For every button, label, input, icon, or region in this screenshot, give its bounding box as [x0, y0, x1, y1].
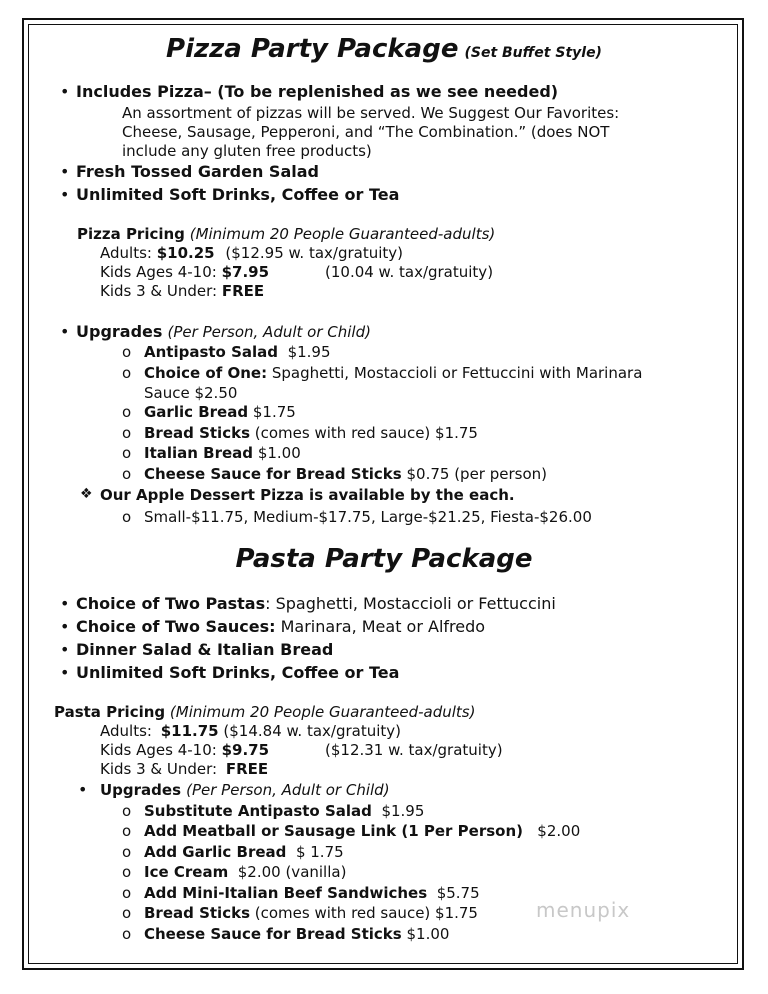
circle-bullet-icon: o: [122, 424, 132, 442]
pizza-subtitle: (Set Buffet Style): [464, 45, 602, 61]
upgrade-price: $2.00: [537, 822, 581, 840]
pasta-item-name: Unlimited Soft Drinks, Coffee or Tea: [76, 663, 400, 682]
upgrade-detail: (comes with red sauce) $1.75: [254, 424, 478, 442]
bullet-icon: •: [78, 780, 88, 799]
upgrade-price: $1.95: [381, 802, 425, 820]
circle-bullet-icon: o: [122, 444, 132, 462]
pizza-upgrade-detail-cont: Sauce $2.50: [144, 384, 238, 402]
upgrade-name: Cheese Sauce for Bread Sticks: [144, 465, 402, 483]
upgrade-price: $1.00: [406, 925, 450, 943]
pasta-pricing-heading: [54, 703, 475, 721]
bullet-icon: •: [60, 322, 70, 341]
circle-bullet-icon: o: [122, 403, 132, 421]
bullet-icon: •: [60, 663, 70, 682]
price-tax: ($12.95 w. tax/gratuity): [225, 244, 403, 262]
price-tax: ($12.31 w. tax/gratuity): [325, 741, 503, 759]
price-value: $10.25: [156, 244, 215, 262]
upgrade-detail: Spaghetti, Mostaccioli or Fettuccini with Marinara: [271, 364, 643, 382]
price-label: Kids 3 & Under:: [100, 282, 218, 300]
pasta-item-name: Choice of Two Sauces:: [76, 617, 276, 636]
circle-bullet-icon: o: [122, 508, 132, 526]
upgrade-detail: $0.75 (per person): [406, 465, 547, 483]
pasta-price-under: [100, 760, 268, 778]
upgrade-name: Garlic Bread: [144, 403, 249, 421]
upgrade-price: $1.95: [287, 343, 331, 361]
upgrade-name: Italian Bread: [144, 444, 254, 462]
circle-bullet-icon: o: [122, 802, 132, 820]
upgrade-name: Cheese Sauce for Bread Sticks: [144, 925, 402, 943]
pizza-item-label: Fresh Tossed Garden Salad: [76, 162, 319, 181]
bullet-icon: •: [60, 185, 70, 204]
circle-bullet-icon: o: [122, 843, 132, 861]
price-label: Kids Ages 4-10:: [100, 263, 217, 281]
pasta-pricing-label: Pasta Pricing: [54, 703, 166, 721]
pizza-price-adults: [100, 244, 403, 262]
upgrade-detail: (comes with red sauce) $1.75: [254, 904, 478, 922]
pasta-upgrades-heading: [100, 780, 390, 799]
price-value: $11.75: [160, 722, 219, 740]
pizza-includes-head: Includes Pizza– (To be replenished as we see needed): [76, 82, 559, 101]
circle-bullet-icon: o: [122, 863, 132, 881]
upgrade-detail: $2.00 (vanilla): [237, 863, 347, 881]
upgrade-price: $1.75: [252, 403, 296, 421]
pizza-upgrades-heading: [76, 322, 371, 341]
upgrade-name: Ice Cream: [144, 863, 229, 881]
price-value: $9.75: [221, 741, 270, 759]
bullet-icon: •: [60, 594, 70, 613]
circle-bullet-icon: o: [122, 884, 132, 902]
circle-bullet-icon: o: [122, 465, 132, 483]
upgrades-label: Upgrades: [100, 781, 182, 799]
pizza-title: Pizza Party Package: [166, 34, 459, 64]
pizza-pricing-label: Pizza Pricing: [77, 225, 185, 243]
pasta-item-name: Dinner Salad & Italian Bread: [76, 640, 334, 659]
bullet-icon: •: [60, 617, 70, 636]
upgrade-name: Choice of One:: [144, 364, 268, 382]
pasta-item-detail: : Spaghetti, Mostaccioli or Fettuccini: [265, 594, 556, 613]
upgrade-name: Bread Sticks: [144, 424, 250, 442]
pizza-pricing-note: (Minimum 20 People Guaranteed-adults): [189, 225, 496, 243]
pasta-item-detail: Marinara, Meat or Alfredo: [280, 617, 486, 636]
price-label: Adults:: [100, 722, 152, 740]
upgrade-name: Add Meatball or Sausage Link (1 Per Person): [144, 822, 523, 840]
pasta-heading: [0, 544, 768, 574]
price-tax: ($14.84 w. tax/gratuity): [223, 722, 401, 740]
upgrade-price: $1.00: [257, 444, 301, 462]
pizza-price-kids: [100, 263, 494, 281]
pizza-includes-line-1: An assortment of pizzas will be served. We Suggest Our Favorites:: [122, 104, 620, 122]
pizza-heading: [0, 34, 768, 64]
circle-bullet-icon: o: [122, 822, 132, 840]
pasta-title: Pasta Party Package: [235, 544, 533, 574]
upgrade-name: Antipasto Salad: [144, 343, 279, 361]
price-label: Kids 3 & Under:: [100, 760, 218, 778]
dessert-sizes-text: Small-$11.75, Medium-$17.75, Large-$21.25, Fiesta-$26.00: [144, 508, 592, 526]
bullet-icon: •: [60, 640, 70, 659]
pizza-price-under: [100, 282, 264, 300]
dessert-head: Our Apple Dessert Pizza is available by the each.: [100, 486, 515, 504]
pasta-price-adults: [100, 722, 401, 740]
pasta-item-name: Choice of Two Pastas: [76, 594, 266, 613]
upgrade-name: Add Mini-Italian Beef Sandwiches: [144, 884, 428, 902]
circle-bullet-icon: o: [122, 925, 132, 943]
price-label: Kids Ages 4-10:: [100, 741, 217, 759]
upgrade-price: $5.75: [436, 884, 480, 902]
circle-bullet-icon: o: [122, 343, 132, 361]
upgrade-price: $ 1.75: [295, 843, 344, 861]
watermark-logo: menupix: [536, 898, 631, 922]
upgrades-note: (Per Person, Adult or Child): [186, 781, 390, 799]
upgrades-label: Upgrades: [76, 322, 163, 341]
circle-bullet-icon: o: [122, 364, 132, 382]
upgrade-name: Add Garlic Bread: [144, 843, 287, 861]
price-value: $7.95: [221, 263, 270, 281]
upgrades-note: (Per Person, Adult or Child): [167, 323, 371, 341]
price-value: FREE: [221, 282, 265, 300]
pizza-includes-line-3: include any gluten free products): [122, 142, 372, 160]
pasta-pricing-note: (Minimum 20 People Guaranteed-adults): [169, 703, 476, 721]
pizza-pricing-heading: [77, 225, 495, 243]
bullet-icon: •: [60, 162, 70, 181]
circle-bullet-icon: o: [122, 904, 132, 922]
price-tax: (10.04 w. tax/gratuity): [325, 263, 494, 281]
diamond-bullet-icon: ❖: [80, 486, 93, 502]
pizza-item-label: Unlimited Soft Drinks, Coffee or Tea: [76, 185, 400, 204]
pasta-price-kids: [100, 741, 503, 759]
price-value: FREE: [225, 760, 269, 778]
price-label: Adults:: [100, 244, 152, 262]
pizza-includes-line-2: Cheese, Sausage, Pepperoni, and “The Combination.” (does NOT: [122, 123, 610, 141]
upgrade-name: Bread Sticks: [144, 904, 250, 922]
bullet-icon: •: [60, 82, 70, 101]
upgrade-name: Substitute Antipasto Salad: [144, 802, 372, 820]
